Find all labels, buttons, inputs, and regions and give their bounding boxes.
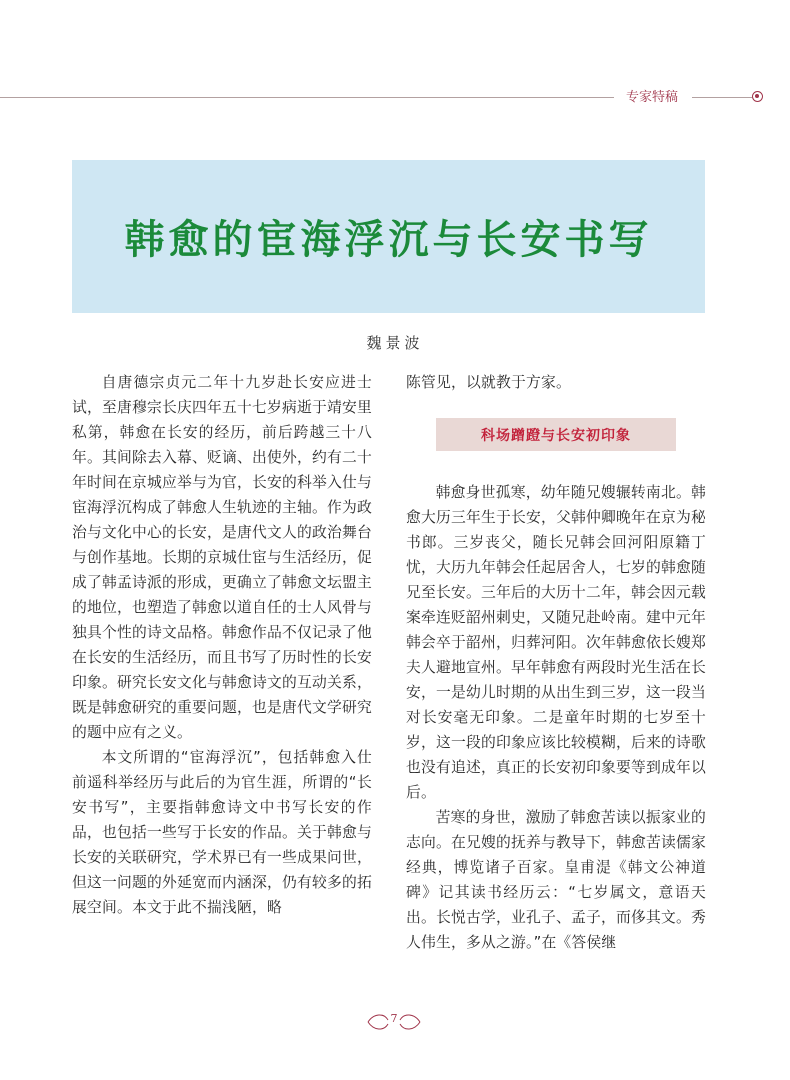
header-rule-left <box>0 97 614 98</box>
left-column <box>72 370 372 920</box>
title-banner <box>72 160 705 313</box>
section-label: 专家特稿 <box>626 90 679 105</box>
body-paragraph: 韩愈身世孤寒，幼年随兄嫂辗转南北。韩愈大历三年生于长安，父韩仲卿晚年在京为秘书郎。三岁丧父，随长兄韩会回河阳原籍丁忧，大历九年韩会任起居舍人，七岁的韩愈随兄至长安。三年后的大历十二年，韩会因元载案牵连贬韶州刺史，又随兄赴岭南。建中元年韩会卒于韶州，归葬河阳。次年韩愈依长嫂郑夫人避地宣州。早年韩愈有两段时光生活在长安，一是幼儿时期的从出生到三岁，这一段当对长安毫无印象。二是童年时期的七岁至十岁，这一段的印象应该比较模糊，后来的诗歌也没有追述，真正的长安初印象要等到成年以后。 <box>406 484 706 801</box>
right-column <box>406 370 706 955</box>
body-paragraph: 自唐德宗贞元二年十九岁赴长安应进士试，至唐穆宗长庆四年五十七岁病逝于靖安里私第，韩愈在长安的经历，前后跨越三十八年。其间除去入幕、贬谪、出使外，约有二十年时间在京城应举与为官，长安的科举入仕与宦海浮沉构成了韩愈人生轨迹的主轴。作为政治与文化中心的长安，是唐代文人的政治舞台与创作基地。长期的京城仕宦与生活经历，促成了韩孟诗派的形成，更确立了韩愈文坛盟主的地位，也塑造了韩愈以道自任的士人风骨与独具个性的诗文品格。韩愈作品不仅记录了他在长安的生活经历，而且书写了历时性的长安印象。研究长安文化与韩愈诗文的互动关系，既是韩愈研究的重要问题，也是唐代文学研究的题中应有之义。 <box>72 374 372 741</box>
page-number: 7 <box>390 1012 398 1025</box>
body-paragraph: 苦寒的身世，激励了韩愈苦读以振家业的志向。在兄嫂的抚养与教导下，韩愈苦读儒家经典，博览诸子百家。皇甫湜《韩文公神道碑》记其读书经历云：“七岁属文，意语天出。长悦古学，业孔子、孟子，而侈其文。秀人伟生，多从之游。”在《答侯继 <box>406 809 706 951</box>
article-author: 魏景波 <box>366 334 424 352</box>
section-subheading: 科场蹭蹬与长安初印象 <box>436 418 676 451</box>
header-bullet-icon <box>752 91 763 102</box>
continuation-text: 陈管见，以就教于方家。 <box>406 374 571 391</box>
body-paragraph: 本文所谓的“宦海浮沉”，包括韩愈入仕前遥科举经历与此后的为官生涯，所谓的“长安书写”，主要指韩愈诗文中书写长安的作品，也包括一些写于长安的作品。关于韩愈与长安的关联研究，学术界已有一些成果问世，但这一问题的外延宽而内涵深，仍有较多的拓展空间。本文于此不揣浅陋，略 <box>72 749 372 916</box>
article-title: 韩愈的宦海浮沉与长安书写 <box>124 216 653 263</box>
header-rule-right <box>692 97 752 98</box>
page-number-ornament <box>364 1010 424 1034</box>
